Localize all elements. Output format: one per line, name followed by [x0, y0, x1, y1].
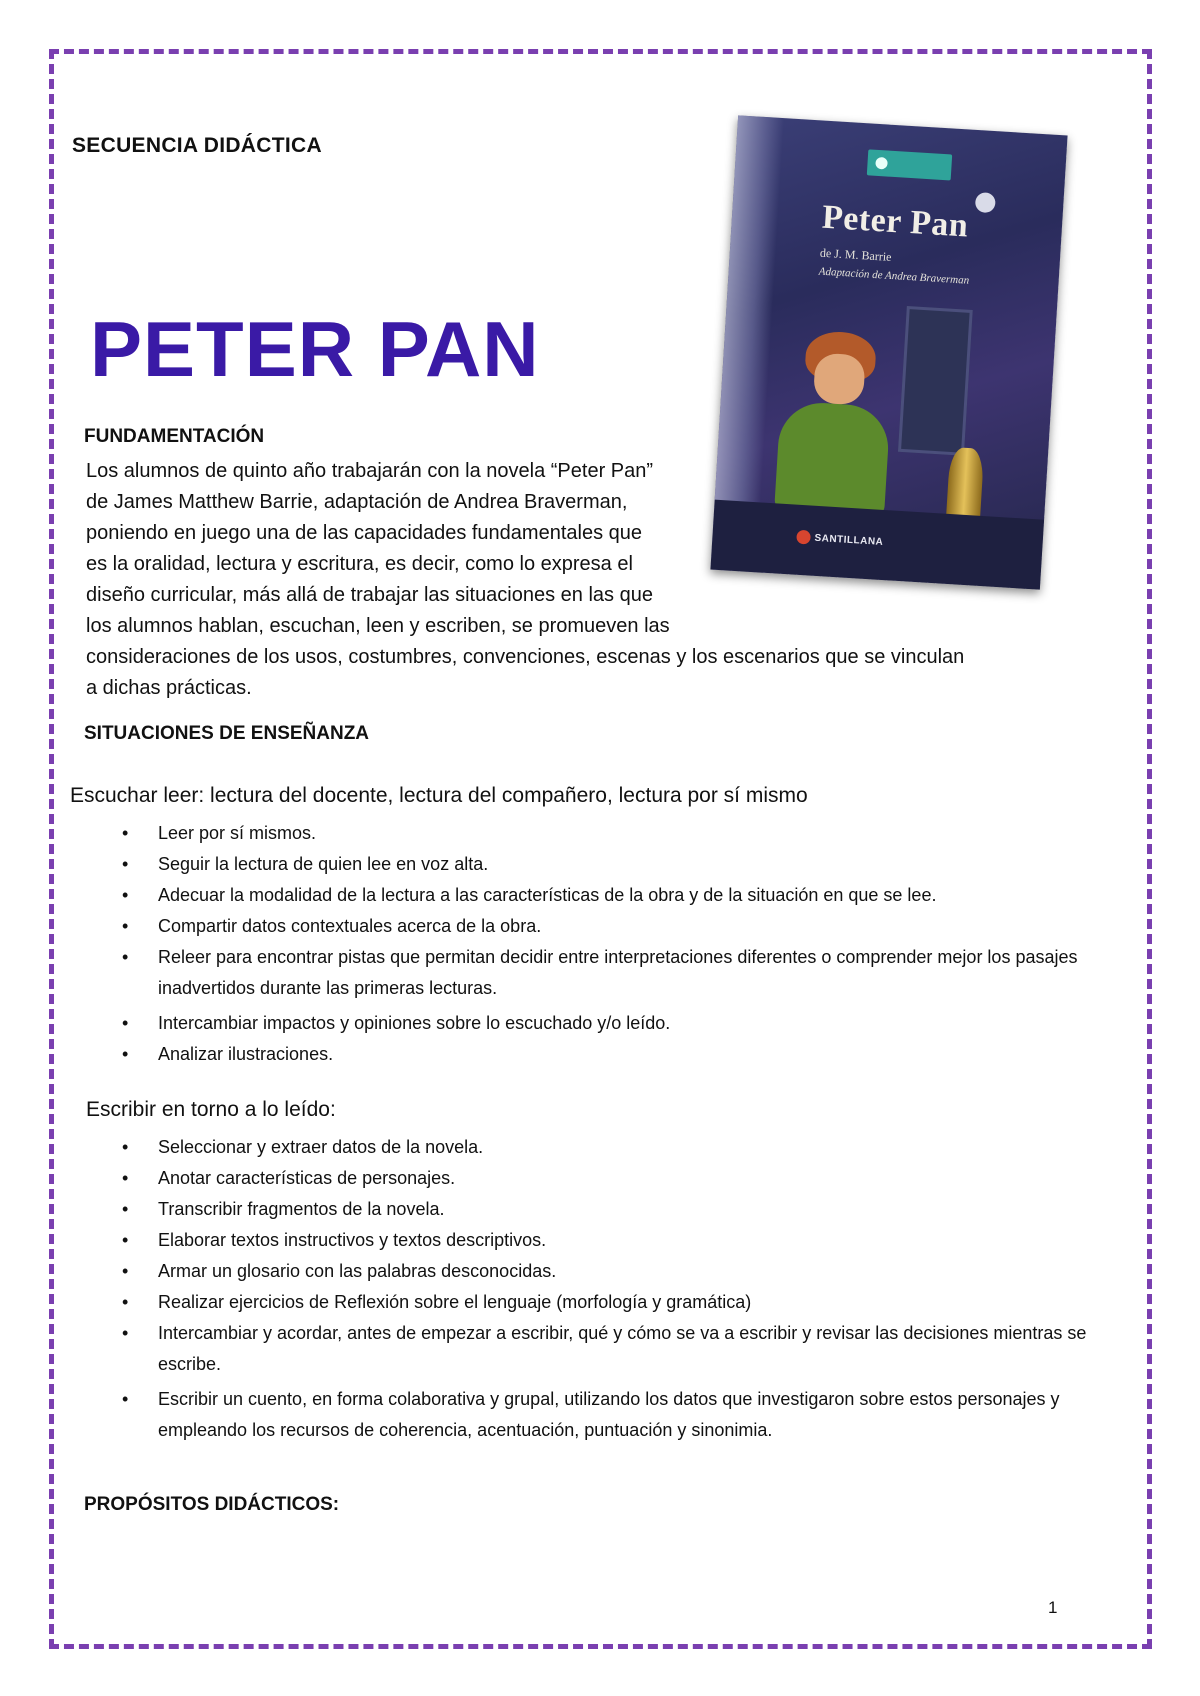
list-item: • Intercambiar impactos y opiniones sobre lo escuchado y/o leído.: [86, 1008, 1138, 1039]
propositos-heading: PROPÓSITOS DIDÁCTICOS:: [84, 1494, 340, 1515]
list-item: • Realizar ejercicios de Reflexión sobre el lenguaje (morfología y gramática): [86, 1287, 1138, 1318]
fundamentacion-heading: FUNDAMENTACIÓN: [84, 426, 265, 447]
cover-window: [898, 306, 973, 456]
list-item: • Intercambiar y acordar, antes de empezar a escribir, qué y cómo se va a escribir y revisar las decisiones mientras se escribe.: [86, 1318, 1138, 1380]
paragraph-line: poniendo en juego una de las capacidades fundamentales que: [86, 522, 642, 544]
list-item: • Transcribir fragmentos de la novela.: [86, 1194, 1138, 1225]
cover-author: de J. M. Barrie: [819, 245, 892, 264]
situaciones-heading: SITUACIONES DE ENSEÑANZA: [84, 723, 370, 744]
list-item: • Leer por sí mismos.: [86, 818, 1138, 849]
escribir-list: [86, 1132, 1138, 1446]
list-item: • Releer para encontrar pistas que permitan decidir entre interpretaciones diferentes o comprender mejor los pasajes inadvertidos durante las primeras lecturas.: [86, 942, 1138, 1004]
page-title: PETER PAN: [90, 305, 540, 393]
cover-adaptation: Adaptación de Andrea Braverman: [818, 265, 970, 287]
cover-title: Peter Pan: [821, 198, 970, 245]
document-label: SECUENCIA DIDÁCTICA: [72, 134, 322, 157]
cover-moon: [975, 192, 996, 213]
list-item: • Elaborar textos instructivos y textos descriptivos.: [86, 1225, 1138, 1256]
cover-figure-face: [813, 353, 866, 406]
cover-publisher: SANTILLANA: [814, 532, 884, 548]
book-cover-image: [710, 115, 1067, 589]
list-item: • Anotar características de personajes.: [86, 1163, 1138, 1194]
escuchar-subheading: Escuchar leer: lectura del docente, lectura del compañero, lectura por sí mismo: [70, 784, 808, 807]
escuchar-list: [86, 818, 1138, 1070]
paragraph-line: Los alumnos de quinto año trabajarán con la novela “Peter Pan”: [86, 460, 654, 482]
cover-figure-body: [774, 400, 891, 517]
paragraph-line: consideraciones de los usos, costumbres, convenciones, escenas y los escenarios que se vinculan: [86, 646, 965, 668]
list-item: • Armar un glosario con las palabras desconocidas.: [86, 1256, 1138, 1287]
paragraph-line: es la oralidad, lectura y escritura, es decir, como lo expresa el: [86, 553, 633, 575]
list-item: • Seguir la lectura de quien lee en voz alta.: [86, 849, 1138, 880]
paragraph-line: de James Matthew Barrie, adaptación de Andrea Braverman,: [86, 491, 628, 513]
list-item: • Compartir datos contextuales acerca de la obra.: [86, 911, 1138, 942]
paragraph-line: diseño curricular, más allá de trabajar las situaciones en las que: [86, 584, 653, 606]
list-item: • Escribir un cuento, en forma colaborativa y grupal, utilizando los datos que investigaron sobre estos personajes y empleando los recursos de coherencia, acentuación, puntuación y sinonimia.: [86, 1384, 1138, 1446]
list-item: • Analizar ilustraciones.: [86, 1039, 1138, 1070]
escribir-subheading: Escribir en torno a lo leído:: [86, 1098, 336, 1121]
page-number: 1: [1048, 1598, 1058, 1617]
list-item: • Seleccionar y extraer datos de la novela.: [86, 1132, 1138, 1163]
cover-collection-badge: [867, 149, 952, 180]
paragraph-line: a dichas prácticas.: [86, 677, 252, 699]
paragraph-line: los alumnos hablan, escuchan, leen y escriben, se promueven las: [86, 615, 670, 637]
list-item: • Adecuar la modalidad de la lectura a las características de la obra y de la situación en que se lee.: [86, 880, 1138, 911]
